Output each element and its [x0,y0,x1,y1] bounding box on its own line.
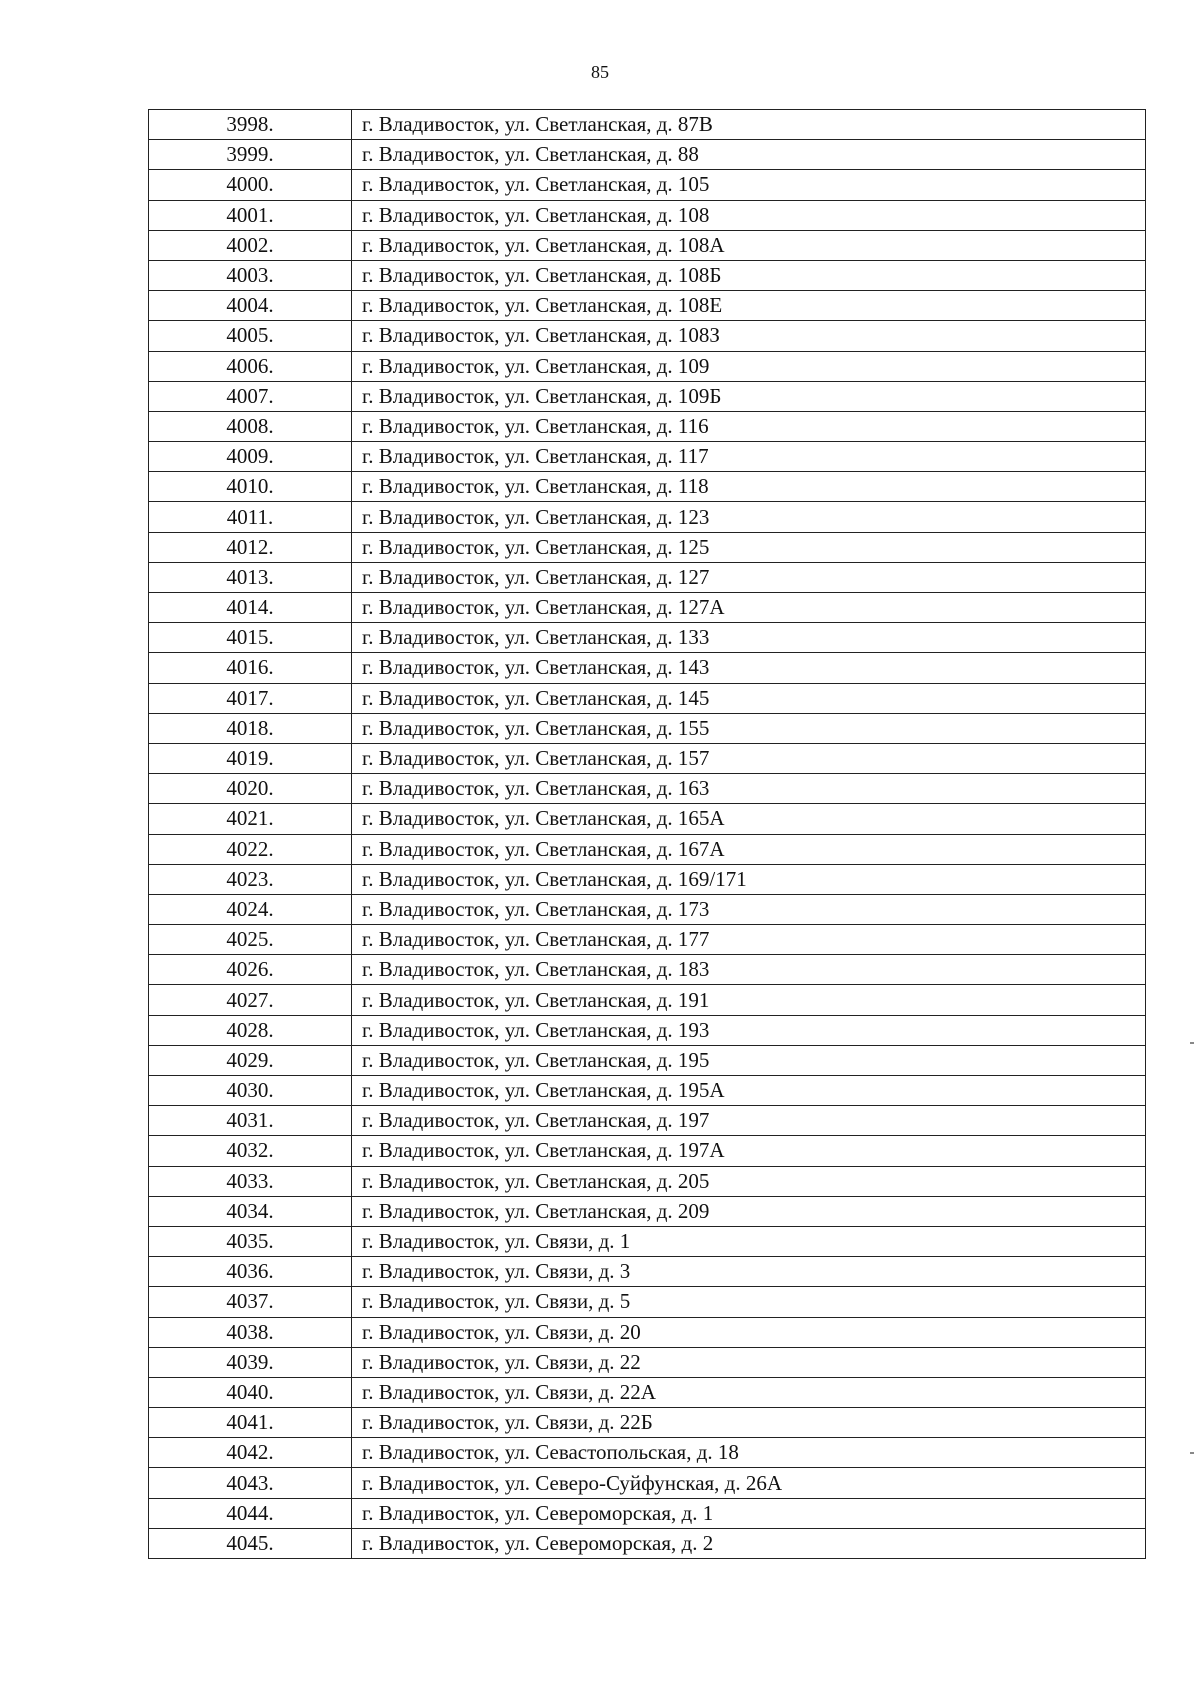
row-number-cell: 4031. [149,1106,352,1136]
address-cell: г. Владивосток, ул. Светланская, д. 169/171 [352,864,1146,894]
table-row [149,230,1146,260]
row-number-cell: 4044. [149,1498,352,1528]
row-number-cell: 4039. [149,1347,352,1377]
address-cell: г. Владивосток, ул. Светланская, д. 108 [352,200,1146,230]
table-row [149,200,1146,230]
table-row [149,1438,1146,1468]
address-cell: г. Владивосток, ул. Светланская, д. 157 [352,743,1146,773]
row-number-cell: 4006. [149,351,352,381]
row-number-cell: 4035. [149,1226,352,1256]
row-number-cell: 4017. [149,683,352,713]
address-cell: г. Владивосток, ул. Связи, д. 20 [352,1317,1146,1347]
address-cell: г. Владивосток, ул. Светланская, д. 191 [352,985,1146,1015]
address-cell: г. Владивосток, ул. Светланская, д. 109 [352,351,1146,381]
address-cell: г. Владивосток, ул. Светланская, д. 209 [352,1196,1146,1226]
table-row [149,1226,1146,1256]
row-number-cell: 4019. [149,743,352,773]
table-row [149,1015,1146,1045]
table-row [149,140,1146,170]
table-row [149,804,1146,834]
row-number-cell: 4010. [149,472,352,502]
table-row [149,743,1146,773]
table-row [149,1408,1146,1438]
table-row [149,170,1146,200]
address-cell: г. Владивосток, ул. Светланская, д. 105 [352,170,1146,200]
address-cell: г. Владивосток, ул. Светланская, д. 123 [352,502,1146,532]
page-number: 85 [591,62,609,82]
table-row [149,985,1146,1015]
address-cell: г. Владивосток, ул. Связи, д. 1 [352,1226,1146,1256]
address-cell: г. Владивосток, ул. Светланская, д. 109Б [352,381,1146,411]
table-row [149,1528,1146,1558]
address-cell: г. Владивосток, ул. Светланская, д. 173 [352,894,1146,924]
table-row [149,834,1146,864]
address-cell: г. Владивосток, ул. Связи, д. 22А [352,1377,1146,1407]
row-number-cell: 4043. [149,1468,352,1498]
address-cell: г. Владивосток, ул. Светланская, д. 88 [352,140,1146,170]
row-number-cell: 4011. [149,502,352,532]
table-row [149,260,1146,290]
table-row [149,683,1146,713]
row-number-cell: 4007. [149,381,352,411]
row-number-cell: 4045. [149,1528,352,1558]
row-number-cell: 4012. [149,532,352,562]
row-number-cell: 4037. [149,1287,352,1317]
address-cell: г. Владивосток, ул. Связи, д. 3 [352,1257,1146,1287]
address-cell: г. Владивосток, ул. Североморская, д. 1 [352,1498,1146,1528]
address-cell: г. Владивосток, ул. Светланская, д. 195 [352,1045,1146,1075]
address-cell: г. Владивосток, ул. Светланская, д. 177 [352,925,1146,955]
table-row [149,1045,1146,1075]
address-cell: г. Владивосток, ул. Светланская, д. 183 [352,955,1146,985]
table-row [149,925,1146,955]
table-row [149,955,1146,985]
row-number-cell: 4022. [149,834,352,864]
row-number-cell: 4018. [149,713,352,743]
table-row [149,110,1146,140]
row-number-cell: 4004. [149,291,352,321]
row-number-cell: 4040. [149,1377,352,1407]
row-number-cell: 4015. [149,623,352,653]
table-row [149,1498,1146,1528]
row-number-cell: 4000. [149,170,352,200]
table-row [149,351,1146,381]
row-number-cell: 4030. [149,1076,352,1106]
address-cell: г. Владивосток, ул. Севастопольская, д. 18 [352,1438,1146,1468]
address-cell: г. Владивосток, ул. Североморская, д. 2 [352,1528,1146,1558]
row-number-cell: 4009. [149,442,352,472]
table-row [149,1106,1146,1136]
table-row [149,713,1146,743]
row-number-cell: 4026. [149,955,352,985]
row-number-cell: 4025. [149,925,352,955]
row-number-cell: 4034. [149,1196,352,1226]
address-cell: г. Владивосток, ул. Светланская, д. 197 [352,1106,1146,1136]
row-number-cell: 4014. [149,593,352,623]
row-number-cell: 3999. [149,140,352,170]
row-number-cell: 4028. [149,1015,352,1045]
table-row [149,381,1146,411]
table-row [149,1347,1146,1377]
address-cell: г. Владивосток, ул. Светланская, д. 133 [352,623,1146,653]
scan-mark [1190,1042,1194,1044]
row-number-cell: 4036. [149,1257,352,1287]
address-cell: г. Владивосток, ул. Светланская, д. 165А [352,804,1146,834]
row-number-cell: 4001. [149,200,352,230]
scan-mark [1190,1452,1194,1454]
table-row [149,894,1146,924]
address-cell: г. Владивосток, ул. Светланская, д. 145 [352,683,1146,713]
row-number-cell: 4023. [149,864,352,894]
row-number-cell: 4041. [149,1408,352,1438]
address-cell: г. Владивосток, ул. Светланская, д. 108Б [352,260,1146,290]
address-cell: г. Владивосток, ул. Светланская, д. 195А [352,1076,1146,1106]
table-row [149,1287,1146,1317]
address-cell: г. Владивосток, ул. Связи, д. 22 [352,1347,1146,1377]
row-number-cell: 4032. [149,1136,352,1166]
table-row [149,1257,1146,1287]
table-row [149,321,1146,351]
address-cell: г. Владивосток, ул. Светланская, д. 155 [352,713,1146,743]
table-row [149,562,1146,592]
row-number-cell: 4027. [149,985,352,1015]
table-row [149,1377,1146,1407]
row-number-cell: 4016. [149,653,352,683]
table-row [149,774,1146,804]
address-cell: г. Владивосток, ул. Светланская, д. 163 [352,774,1146,804]
row-number-cell: 4038. [149,1317,352,1347]
row-number-cell: 4024. [149,894,352,924]
address-cell: г. Владивосток, ул. Светланская, д. 197А [352,1136,1146,1166]
table-row [149,1317,1146,1347]
address-cell: г. Владивосток, ул. Светланская, д. 125 [352,532,1146,562]
row-number-cell: 4033. [149,1166,352,1196]
table-row [149,1468,1146,1498]
address-cell: г. Владивосток, ул. Связи, д. 5 [352,1287,1146,1317]
table-row [149,442,1146,472]
address-cell: г. Владивосток, ул. Светланская, д. 116 [352,411,1146,441]
address-cell: г. Владивосток, ул. Светланская, д. 127А [352,593,1146,623]
table-row [149,1166,1146,1196]
address-cell: г. Владивосток, ул. Светланская, д. 118 [352,472,1146,502]
address-cell: г. Владивосток, ул. Светланская, д. 108Е [352,291,1146,321]
table-row [149,411,1146,441]
row-number-cell: 4042. [149,1438,352,1468]
address-cell: г. Владивосток, ул. Светланская, д. 167А [352,834,1146,864]
table-row [149,502,1146,532]
table-row [149,1196,1146,1226]
table-row [149,864,1146,894]
row-number-cell: 4013. [149,562,352,592]
address-table [148,109,1146,1559]
row-number-cell: 4029. [149,1045,352,1075]
table-row [149,593,1146,623]
row-number-cell: 4020. [149,774,352,804]
address-cell: г. Владивосток, ул. Северо-Суйфунская, д. 26А [352,1468,1146,1498]
row-number-cell: 3998. [149,110,352,140]
table-row [149,1076,1146,1106]
address-cell: г. Владивосток, ул. Связи, д. 22Б [352,1408,1146,1438]
address-cell: г. Владивосток, ул. Светланская, д. 193 [352,1015,1146,1045]
address-cell: г. Владивосток, ул. Светланская, д. 143 [352,653,1146,683]
row-number-cell: 4002. [149,230,352,260]
table-row [149,653,1146,683]
table-row [149,291,1146,321]
address-cell: г. Владивосток, ул. Светланская, д. 127 [352,562,1146,592]
table-row [149,623,1146,653]
row-number-cell: 4003. [149,260,352,290]
row-number-cell: 4008. [149,411,352,441]
address-table-body [149,110,1146,1559]
address-cell: г. Владивосток, ул. Светланская, д. 87В [352,110,1146,140]
table-row [149,1136,1146,1166]
address-cell: г. Владивосток, ул. Светланская, д. 108А [352,230,1146,260]
address-cell: г. Владивосток, ул. Светланская, д. 205 [352,1166,1146,1196]
address-cell: г. Владивосток, ул. Светланская, д. 108З [352,321,1146,351]
row-number-cell: 4005. [149,321,352,351]
table-row [149,532,1146,562]
table-row [149,472,1146,502]
address-cell: г. Владивосток, ул. Светланская, д. 117 [352,442,1146,472]
row-number-cell: 4021. [149,804,352,834]
